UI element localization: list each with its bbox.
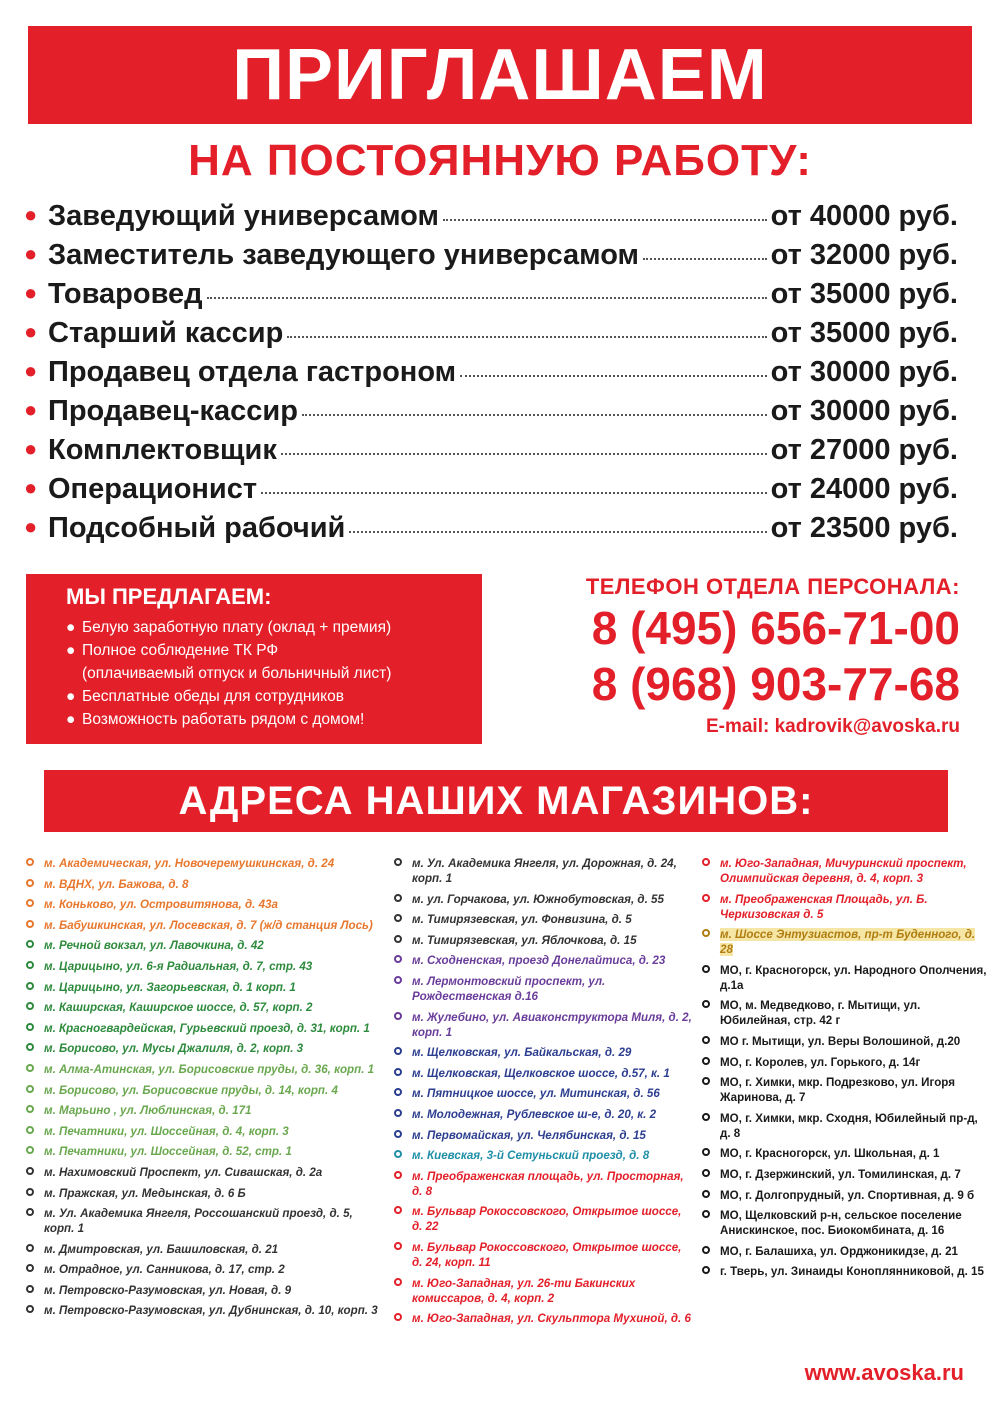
offer-item: (оплачиваемый отпуск и больничный лист) bbox=[82, 665, 392, 682]
address-text: м. Царицыно, ул. Загорьевская, д. 1 корп. 1 bbox=[44, 980, 296, 994]
circle-bullet-icon bbox=[702, 1113, 710, 1121]
dotted-leader bbox=[207, 297, 767, 299]
bullet-icon: ● bbox=[24, 397, 38, 422]
address-text: м. Шоссе Энтузиастов, пр-т Буденного, д. 28 bbox=[720, 928, 976, 957]
address-text: м. Щелковская, Щелковское шоссе, д.57, к. 1 bbox=[412, 1066, 670, 1080]
circle-bullet-icon bbox=[394, 894, 402, 902]
circle-bullet-icon bbox=[26, 1146, 34, 1154]
address-item bbox=[24, 856, 384, 871]
circle-bullet-icon bbox=[702, 1148, 710, 1156]
page-subtitle: НА ПОСТОЯННУЮ РАБОТУ: bbox=[188, 136, 812, 185]
dotted-leader bbox=[349, 531, 766, 533]
address-text: м. Юго-Западная, ул. 26-ти Бакинских комиссаров, д. 4, корп. 2 bbox=[412, 1276, 636, 1305]
dotted-leader bbox=[287, 336, 766, 338]
address-text: м. Отрадное, ул. Санникова, д. 17, стр. 2 bbox=[44, 1263, 285, 1277]
vacancy-row bbox=[24, 395, 958, 434]
address-item bbox=[392, 912, 692, 927]
address-text: МО, г. Балашиха, ул. Орджоникидзе, д. 21 bbox=[720, 1244, 958, 1258]
circle-bullet-icon bbox=[702, 1246, 710, 1254]
vacancy-title: Подсобный рабочий bbox=[48, 512, 346, 544]
address-text: МО, г. Долгопрудный, ул. Спортивная, д. 9 б bbox=[720, 1188, 975, 1202]
address-item bbox=[24, 1062, 384, 1077]
circle-bullet-icon bbox=[26, 1305, 34, 1313]
address-item bbox=[392, 1066, 692, 1081]
dotted-leader bbox=[443, 219, 767, 221]
vacancy-salary: от 30000 руб. bbox=[770, 356, 958, 388]
dotted-leader bbox=[302, 414, 767, 416]
address-text: м. Алма-Атинская, ул. Борисовские пруды, д. 36, корп. 1 bbox=[44, 1062, 375, 1076]
address-text: м. Царицыно, ул. 6-я Радиальная, д. 7, стр. 43 bbox=[44, 959, 313, 973]
offer-item: ● Полное соблюдение ТК РФ bbox=[66, 639, 482, 662]
circle-bullet-icon bbox=[26, 961, 34, 969]
circle-bullet-icon bbox=[26, 1043, 34, 1051]
address-item bbox=[24, 918, 384, 933]
vacancy-title: Операционист bbox=[48, 473, 258, 505]
circle-bullet-icon bbox=[394, 1242, 402, 1250]
dotted-leader bbox=[281, 453, 767, 455]
circle-bullet-icon bbox=[702, 1077, 710, 1085]
address-item bbox=[392, 1169, 692, 1199]
address-text: м. Борисово, ул. Борисовские пруды, д. 14, корп. 4 bbox=[44, 1083, 338, 1097]
vacancy-salary: от 24000 руб. bbox=[770, 473, 958, 505]
address-item bbox=[24, 1021, 384, 1036]
address-item bbox=[24, 1000, 384, 1015]
address-text: МО, г. Дзержинский, ул. Томилинская, д. 7 bbox=[720, 1167, 961, 1181]
vacancy-title: Продавец отдела гастроном bbox=[48, 356, 457, 388]
address-text: МО, г. Красногорск, ул. Школьная, д. 1 bbox=[720, 1147, 940, 1161]
address-text: м. Дмитровская, ул. Башиловская, д. 21 bbox=[44, 1242, 279, 1256]
address-item bbox=[392, 1204, 692, 1234]
address-item bbox=[24, 1206, 384, 1236]
vacancy-salary: от 35000 руб. bbox=[770, 278, 958, 310]
vacancy-row bbox=[24, 200, 958, 239]
bullet-icon: ● bbox=[24, 202, 38, 227]
address-item bbox=[392, 1010, 692, 1040]
circle-bullet-icon bbox=[702, 929, 710, 937]
address-item bbox=[24, 897, 384, 912]
address-text: м. Марьино , ул. Люблинская, д. 171 bbox=[44, 1104, 252, 1118]
circle-bullet-icon bbox=[394, 1012, 402, 1020]
dotted-leader bbox=[460, 375, 766, 377]
address-text: м. Бульвар Рокоссовского, Открытое шоссе, д. 22 bbox=[412, 1205, 682, 1234]
circle-bullet-icon bbox=[702, 1266, 710, 1274]
offer-item: ● Бесплатные обеды для сотрудников bbox=[66, 685, 482, 708]
circle-bullet-icon bbox=[26, 1126, 34, 1134]
vacancy-salary: от 23500 руб. bbox=[770, 512, 958, 544]
address-text: МО, Щелковский р-н, сельское поселение Анискинское, пос. Биокомбината, д. 16 bbox=[720, 1209, 962, 1238]
address-text: м. Тимирязевская, ул. Яблочкова, д. 15 bbox=[412, 933, 637, 947]
address-text: м. ВДНХ, ул. Бажова, д. 8 bbox=[44, 877, 189, 891]
circle-bullet-icon bbox=[394, 935, 402, 943]
address-text: м. ул. Горчакова, ул. Южнобутовская, д. 55 bbox=[412, 892, 664, 906]
circle-bullet-icon bbox=[702, 1057, 710, 1065]
address-item bbox=[392, 1045, 692, 1060]
circle-bullet-icon bbox=[702, 1036, 710, 1044]
circle-bullet-icon bbox=[26, 1244, 34, 1252]
address-item bbox=[392, 892, 692, 907]
address-text: м. Первомайская, ул. Челябинская, д. 15 bbox=[412, 1128, 646, 1142]
address-text: г. Тверь, ул. Зинаиды Коноплянниковой, д. 15 bbox=[720, 1265, 984, 1279]
vacancy-row bbox=[24, 512, 958, 551]
circle-bullet-icon bbox=[702, 1190, 710, 1198]
address-text: МО, г. Химки, мкр. Сходня, Юбилейный пр-д, д. 8 bbox=[720, 1111, 978, 1140]
address-text: м. Борисово, ул. Мусы Джалиля, д. 2, корп. 3 bbox=[44, 1042, 304, 1056]
website-link[interactable]: www.avoska.ru bbox=[804, 1360, 964, 1385]
address-column-1 bbox=[24, 856, 384, 1324]
address-text: м. Юго-Западная, Мичуринский проспект, Олимпийская деревня, д. 4, корп. 3 bbox=[720, 857, 967, 885]
address-item bbox=[24, 1165, 384, 1180]
circle-bullet-icon bbox=[26, 1167, 34, 1175]
vacancy-title: Заведующий универсамом bbox=[48, 200, 439, 232]
circle-bullet-icon bbox=[26, 858, 34, 866]
address-text: м. Жулебино, ул. Авиаконструктора Миля, д. 2, корп. 1 bbox=[412, 1010, 692, 1039]
circle-bullet-icon bbox=[26, 899, 34, 907]
circle-bullet-icon bbox=[702, 1000, 710, 1008]
address-item bbox=[392, 1311, 692, 1326]
address-text: м. Киевская, 3-й Сетуньский проезд, д. 8 bbox=[412, 1149, 650, 1163]
address-item bbox=[24, 959, 384, 974]
address-text: м. Петровско-Разумовская, ул. Новая, д. 9 bbox=[44, 1283, 292, 1297]
offer-box bbox=[26, 574, 482, 744]
bullet-icon: ● bbox=[24, 475, 38, 500]
address-text: МО, г. Красногорск, ул. Народного Ополчения, д.1а bbox=[720, 963, 987, 992]
address-text: м. Ул. Академика Янгеля, ул. Дорожная, д. 24, корп. 1 bbox=[412, 857, 677, 885]
address-text: м. Пражская, ул. Медынская, д. 6 Б bbox=[44, 1186, 246, 1200]
bullet-icon: ● bbox=[24, 280, 38, 305]
address-text: м. Печатники, ул. Шоссейная, д. 4, корп. 3 bbox=[44, 1124, 289, 1138]
bullet-icon: ● bbox=[66, 642, 76, 659]
address-item bbox=[24, 1262, 384, 1277]
phone-link-1[interactable]: 8 (495) 656-71-00 bbox=[591, 602, 960, 654]
bullet-icon: ● bbox=[66, 711, 76, 728]
address-text: м. Бульвар Рокоссовского, Открытое шоссе, д. 24, корп. 11 bbox=[412, 1240, 682, 1269]
offer-list bbox=[66, 616, 482, 731]
vacancy-salary: от 35000 руб. bbox=[770, 317, 958, 349]
address-text: м. Лермонтовский проспект, ул. Рождественская д.16 bbox=[412, 974, 606, 1003]
address-item bbox=[700, 1075, 990, 1105]
circle-bullet-icon bbox=[26, 1208, 34, 1216]
address-text: м. Ул. Академика Янгеля, Россошанский проезд, д. 5, корп. 1 bbox=[44, 1207, 353, 1236]
vacancy-row bbox=[24, 317, 958, 356]
address-item bbox=[700, 1208, 990, 1238]
address-item bbox=[700, 1034, 990, 1049]
address-item bbox=[24, 1283, 384, 1298]
address-item bbox=[24, 1083, 384, 1098]
address-item bbox=[700, 1167, 990, 1182]
address-item bbox=[700, 1111, 990, 1141]
vacancy-title: Старший кассир bbox=[48, 317, 284, 349]
address-item bbox=[24, 1186, 384, 1201]
addresses-title: АДРЕСА НАШИХ МАГАЗИНОВ: bbox=[178, 779, 814, 823]
address-item bbox=[392, 1128, 692, 1143]
address-text: м. Академическая, ул. Новочеремушкинская, д. 24 bbox=[44, 857, 335, 870]
address-item bbox=[24, 1041, 384, 1056]
circle-bullet-icon bbox=[394, 1171, 402, 1179]
address-item bbox=[24, 1303, 384, 1318]
email-link[interactable]: E-mail: kadrovik@avoska.ru bbox=[705, 716, 960, 737]
address-text: м. Щелковская, ул. Байкальская, д. 29 bbox=[412, 1046, 632, 1060]
vacancy-title: Товаровед bbox=[48, 278, 203, 310]
bullet-icon: ● bbox=[66, 619, 76, 636]
address-text: м. Красногвардейская, Гурьевский проезд, д. 31, корп. 1 bbox=[44, 1021, 370, 1035]
title-banner bbox=[28, 26, 972, 124]
circle-bullet-icon bbox=[394, 1150, 402, 1158]
address-item bbox=[392, 856, 692, 886]
vacancy-salary: от 40000 руб. bbox=[770, 200, 958, 232]
circle-bullet-icon bbox=[702, 1169, 710, 1177]
vacancy-row bbox=[24, 434, 958, 473]
circle-bullet-icon bbox=[26, 1105, 34, 1113]
address-column-2 bbox=[392, 856, 692, 1332]
circle-bullet-icon bbox=[394, 1068, 402, 1076]
contact-title: ТЕЛЕФОН ОТДЕЛА ПЕРСОНАЛА: bbox=[585, 574, 960, 599]
vacancy-row bbox=[24, 356, 958, 395]
circle-bullet-icon bbox=[394, 955, 402, 963]
page-title: ПРИГЛАШАЕМ bbox=[232, 35, 768, 115]
circle-bullet-icon bbox=[26, 1085, 34, 1093]
dotted-leader bbox=[261, 492, 767, 494]
address-item bbox=[700, 998, 990, 1028]
circle-bullet-icon bbox=[394, 1278, 402, 1286]
address-item bbox=[700, 1264, 990, 1279]
addresses-banner bbox=[44, 770, 948, 832]
bullet-icon: ● bbox=[24, 514, 38, 539]
address-item bbox=[700, 892, 990, 922]
address-item bbox=[24, 938, 384, 953]
circle-bullet-icon bbox=[394, 1047, 402, 1055]
address-item bbox=[392, 1276, 692, 1306]
address-text: м. Молодежная, Рублевское ш-е, д. 20, к. 2 bbox=[412, 1107, 657, 1121]
address-text: МО г. Мытищи, ул. Веры Волошиной, д.20 bbox=[720, 1034, 961, 1048]
phone-link-2[interactable]: 8 (968) 903-77-68 bbox=[591, 658, 960, 710]
vacancy-row bbox=[24, 473, 958, 512]
address-item bbox=[700, 1146, 990, 1161]
bullet-icon: ● bbox=[24, 319, 38, 344]
circle-bullet-icon bbox=[26, 1264, 34, 1272]
offer-item: ● Белую заработную плату (оклад + премия) bbox=[66, 616, 482, 639]
contact-block bbox=[500, 574, 960, 738]
vacancy-salary: от 32000 руб. bbox=[770, 239, 958, 271]
vacancy-list bbox=[24, 200, 958, 551]
address-item bbox=[24, 1103, 384, 1118]
address-item bbox=[24, 980, 384, 995]
circle-bullet-icon bbox=[394, 1313, 402, 1321]
circle-bullet-icon bbox=[394, 1130, 402, 1138]
address-text: м. Бабушкинская, ул. Лосевская, д. 7 (ж/д станция Лось) bbox=[44, 918, 373, 932]
address-item bbox=[24, 877, 384, 892]
address-item bbox=[24, 1144, 384, 1159]
circle-bullet-icon bbox=[26, 940, 34, 948]
bullet-icon: ● bbox=[66, 688, 76, 705]
address-item bbox=[700, 927, 990, 957]
address-item bbox=[392, 1240, 692, 1270]
circle-bullet-icon bbox=[702, 894, 710, 902]
vacancy-salary: от 27000 руб. bbox=[770, 434, 958, 466]
address-text: м. Петровско-Разумовская, ул. Дубнинская, д. 10, корп. 3 bbox=[44, 1304, 378, 1318]
circle-bullet-icon bbox=[702, 965, 710, 973]
address-text: м. Нахимовский Проспект, ул. Сивашская, д. 2а bbox=[44, 1165, 323, 1179]
address-text: МО, м. Медведково, г. Мытищи, ул. Юбилейная, стр. 42 г bbox=[720, 999, 921, 1028]
circle-bullet-icon bbox=[702, 1210, 710, 1218]
address-item bbox=[392, 1086, 692, 1101]
vacancy-salary: от 30000 руб. bbox=[770, 395, 958, 427]
bullet-icon: ● bbox=[24, 436, 38, 461]
circle-bullet-icon bbox=[394, 914, 402, 922]
vacancy-row bbox=[24, 278, 958, 317]
address-item bbox=[700, 1244, 990, 1259]
address-item bbox=[700, 1188, 990, 1203]
circle-bullet-icon bbox=[26, 1285, 34, 1293]
circle-bullet-icon bbox=[702, 858, 710, 866]
circle-bullet-icon bbox=[26, 1023, 34, 1031]
address-text: м. Коньково, ул. Островитянова, д. 43а bbox=[44, 898, 278, 912]
circle-bullet-icon bbox=[26, 1188, 34, 1196]
address-item bbox=[392, 1107, 692, 1122]
address-item bbox=[392, 974, 692, 1004]
offer-title: МЫ ПРЕДЛАГАЕМ: bbox=[66, 584, 272, 609]
address-column-3 bbox=[700, 856, 990, 1285]
dotted-leader bbox=[643, 258, 767, 260]
vacancy-title: Комплектовщик bbox=[48, 434, 277, 466]
address-text: м. Юго-Западная, ул. Скульптора Мухиной, д. 6 bbox=[412, 1312, 691, 1326]
circle-bullet-icon bbox=[26, 920, 34, 928]
address-item bbox=[700, 1055, 990, 1070]
circle-bullet-icon bbox=[394, 1206, 402, 1214]
address-text: м. Сходненская, проезд Донелайтиса, д. 23 bbox=[412, 954, 666, 968]
address-item bbox=[700, 856, 990, 886]
address-text: МО, г. Королев, ул. Горького, д. 14г bbox=[720, 1055, 921, 1069]
address-text: м. Преображенская площадь, ул. Просторная, д. 8 bbox=[412, 1169, 684, 1198]
address-item bbox=[24, 1242, 384, 1257]
vacancy-title: Заместитель заведующего универсамом bbox=[48, 239, 639, 271]
address-item bbox=[24, 1124, 384, 1139]
address-item bbox=[700, 963, 990, 993]
address-text: МО, г. Химки, мкр. Подрезково, ул. Игоря Жаринова, д. 7 bbox=[720, 1076, 955, 1105]
address-item bbox=[392, 1148, 692, 1163]
address-item bbox=[392, 953, 692, 968]
circle-bullet-icon bbox=[26, 1064, 34, 1072]
address-text: м. Печатники, ул. Шоссейная, д. 52, стр. 1 bbox=[44, 1145, 292, 1159]
address-item bbox=[392, 933, 692, 948]
circle-bullet-icon bbox=[394, 1088, 402, 1096]
offer-item: ● Возможность работать рядом с домом! bbox=[66, 708, 482, 731]
address-text: м. Речной вокзал, ул. Лавочкина, д. 42 bbox=[44, 939, 264, 953]
circle-bullet-icon bbox=[26, 982, 34, 990]
address-text: м. Каширская, Каширское шоссе, д. 57, корп. 2 bbox=[44, 1001, 313, 1015]
address-text: м. Преображенская Площадь, ул. Б. Черкизовская д. 5 bbox=[720, 892, 928, 921]
bullet-icon: ● bbox=[24, 241, 38, 266]
address-text: м. Тимирязевская, ул. Фонвизина, д. 5 bbox=[412, 913, 632, 927]
vacancy-row bbox=[24, 239, 958, 278]
circle-bullet-icon bbox=[394, 976, 402, 984]
circle-bullet-icon bbox=[26, 879, 34, 887]
circle-bullet-icon bbox=[394, 1109, 402, 1117]
vacancy-title: Продавец-кассир bbox=[48, 395, 298, 427]
circle-bullet-icon bbox=[26, 1002, 34, 1010]
circle-bullet-icon bbox=[394, 858, 402, 866]
address-text: м. Пятницкое шоссе, ул. Митинская, д. 56 bbox=[412, 1087, 660, 1101]
bullet-icon: ● bbox=[24, 358, 38, 383]
